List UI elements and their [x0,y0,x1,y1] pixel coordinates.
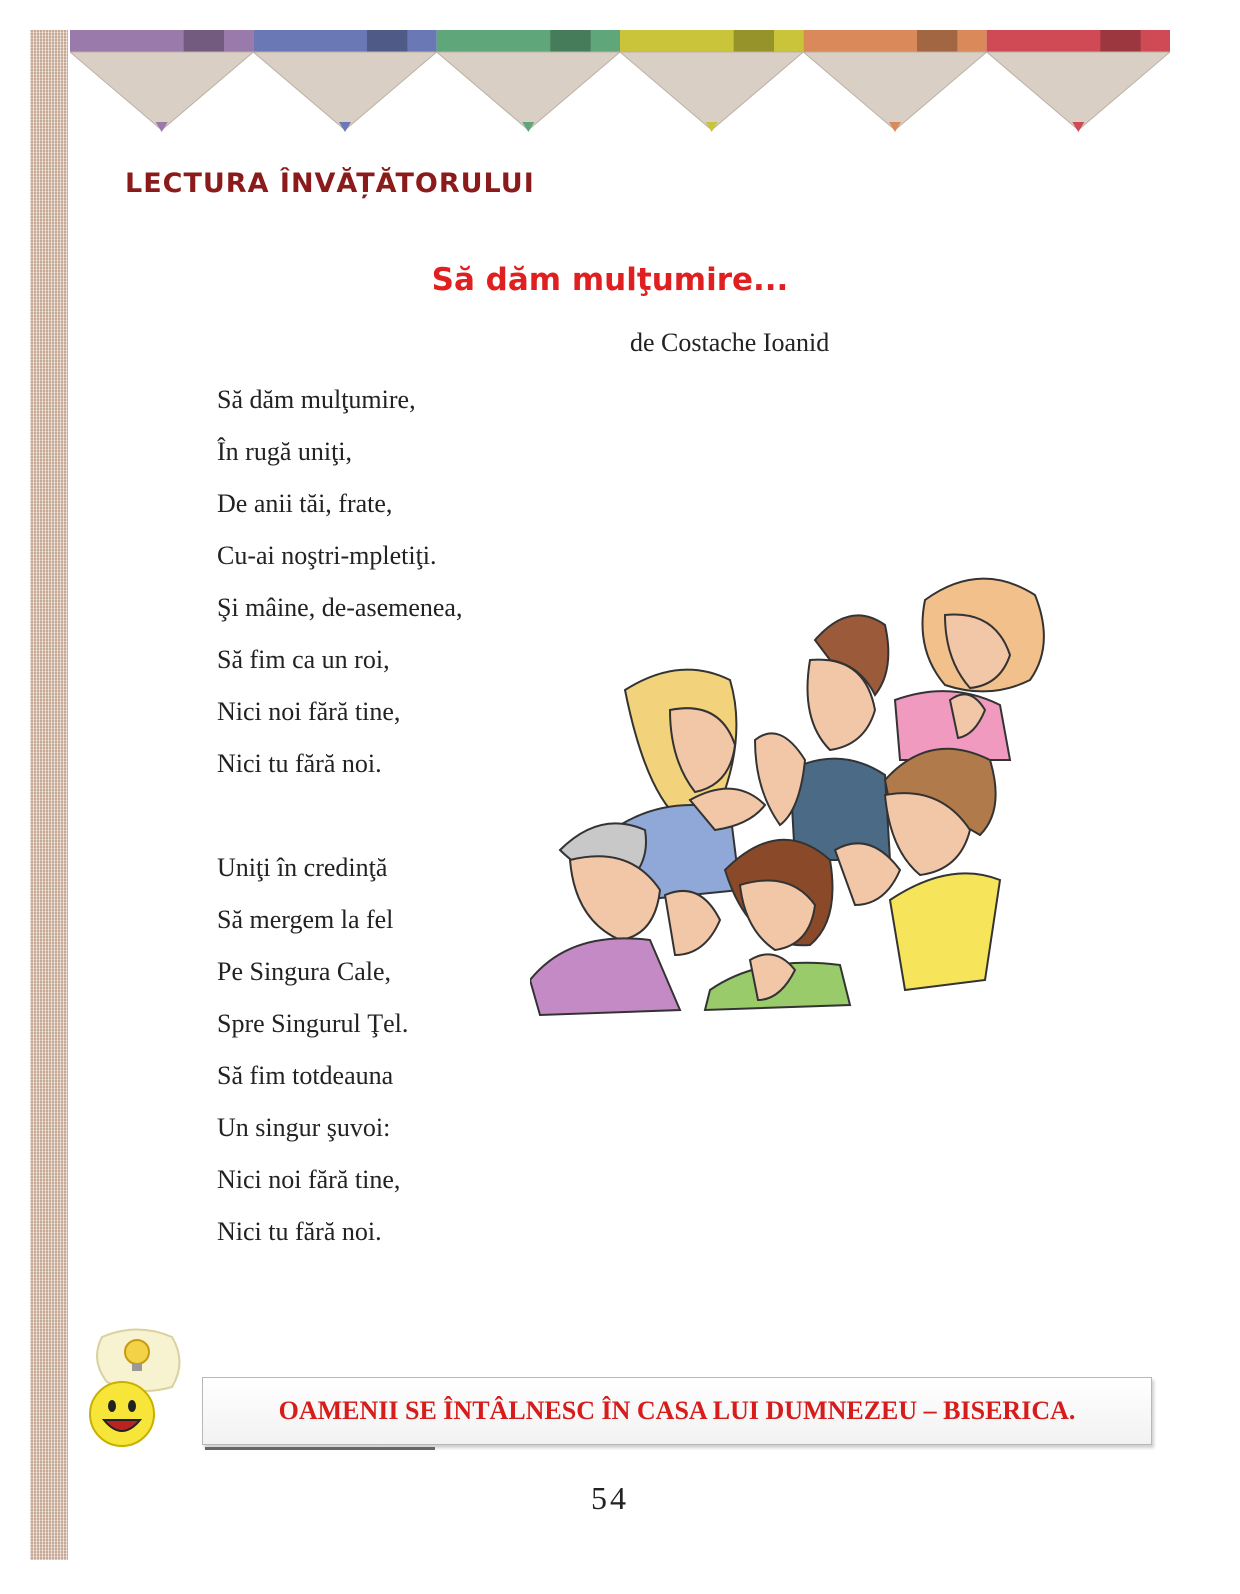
poem-line: Să fim ca un roi, [217,645,390,674]
verse-1 [217,374,462,790]
callout-text: OAMENII SE ÎNTÂLNESC ÎN CASA LUI DUMNEZEU – BISERICA. [278,1396,1076,1425]
poem-line: Un singur şuvoi: [217,1113,391,1142]
pencil-band [70,30,253,52]
callout-box [202,1377,1152,1445]
poem-line: Uniţi în credinţă [217,853,388,882]
pencil-band [620,30,803,52]
pencil-tip [437,52,620,130]
praying-person-man [755,615,890,860]
pencil-tips-banner [70,30,1170,140]
section-title: LECTURA ÎNVĂȚĂTORULUI [125,168,535,199]
smiley-lightbulb-icon [82,1322,192,1452]
pencil-band-shade [917,30,957,52]
pencil-band-shade [550,30,590,52]
pencil-band-shade [1100,30,1140,52]
pencil-band [253,30,436,52]
poem-line: Să mergem la fel [217,905,394,934]
verse-2 [217,842,462,1258]
pencil-tip [987,52,1170,130]
pencil-band-shade [367,30,407,52]
pencil-band [803,30,986,52]
pencil-band [437,30,620,52]
poem-line: Cu-ai noştri-mpletiţi. [217,541,437,570]
poem-line: Să dăm mulţumire, [217,385,416,414]
poem-body [217,374,462,1310]
pencil-tip [70,52,253,130]
poem-line: De anii tăi, frate, [217,489,393,518]
poem-title: Să dăm mulţumire... [431,262,789,298]
praying-people-illustration [530,560,1060,1020]
poem-line: Nici noi fără tine, [217,697,401,726]
callout-underline [205,1447,435,1450]
poem-line: Şi mâine, de-asemenea, [217,593,463,622]
pencil-tip [253,52,436,130]
poem-line: Nici tu fără noi. [217,749,382,778]
pencil-tip [620,52,803,130]
poem-line: Să fim totdeauna [217,1061,394,1090]
poem-line: În rugă uniţi, [217,437,353,466]
poem-author: de Costache Ioanid [630,328,830,357]
poem-line: Spre Singurul Ţel. [217,1009,409,1038]
pencil-band-shade [184,30,224,52]
pencil-band [987,30,1170,52]
pencil-tip [803,52,986,130]
poem-line: Nici tu fără noi. [217,1217,382,1246]
side-decorative-strip [30,30,68,1560]
praying-person-curly-woman [895,579,1044,760]
poem-line: Pe Singura Cale, [217,957,392,986]
page-number: 54 [591,1480,629,1516]
pencil-band-shade [734,30,774,52]
poem-line: Nici noi fără tine, [217,1165,401,1194]
